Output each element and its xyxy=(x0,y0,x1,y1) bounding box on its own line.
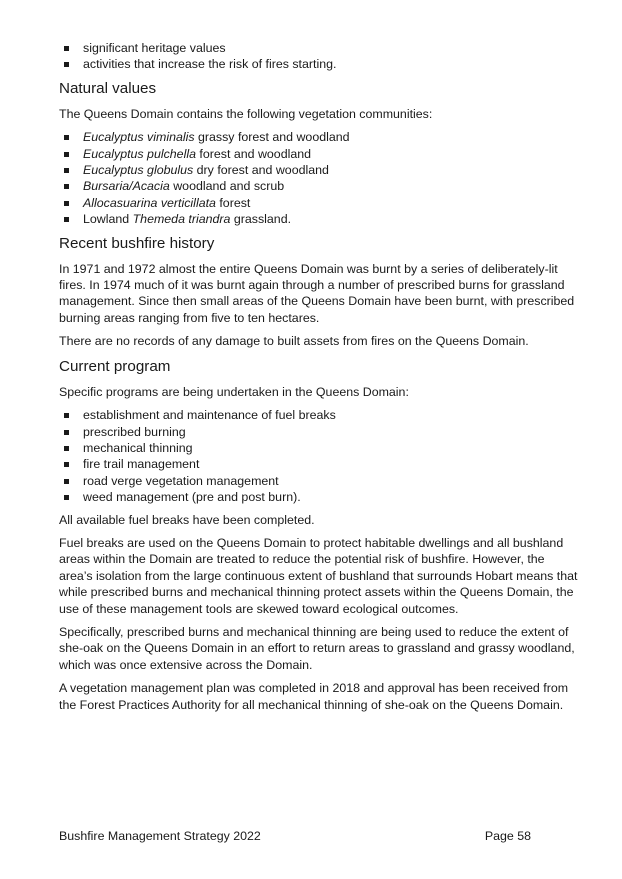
list-item: significant heritage values xyxy=(59,40,581,56)
section-heading-natural-values: Natural values xyxy=(59,79,157,97)
list-item xyxy=(59,146,581,162)
species-name: Eucalyptus viminalis xyxy=(83,130,195,145)
item-text: grassland. xyxy=(230,212,292,227)
paragraph: All available fuel breaks have been completed. xyxy=(59,512,315,527)
section-heading-bushfire-history: Recent bushfire history xyxy=(59,234,215,252)
species-name: Bursaria/Acacia xyxy=(83,179,170,194)
list-item xyxy=(59,178,581,194)
species-name: Eucalyptus pulchella xyxy=(83,146,196,161)
item-text: dry forest and woodland xyxy=(193,163,329,178)
item-text: grassy forest and woodland xyxy=(194,130,350,145)
species-name: Allocasuarina verticillata xyxy=(83,195,216,210)
document-page xyxy=(59,40,581,720)
list-item: weed management (pre and post burn). xyxy=(59,489,581,505)
item-text: Lowland xyxy=(83,212,133,227)
list-item: fire trail management xyxy=(59,456,581,472)
list-item: road verge vegetation management xyxy=(59,473,581,489)
natural-values-intro: The Queens Domain contains the following vegetation communities: xyxy=(59,106,433,121)
footer-document-title: Bushfire Management Strategy 2022 xyxy=(59,829,261,843)
list-item: establishment and maintenance of fuel breaks xyxy=(59,407,581,423)
list-item xyxy=(59,211,581,227)
paragraph: In 1971 and 1972 almost the entire Queens Domain was burnt by a series of deliberately-lit fires. In 1974 much of it was burnt again through a number of prescribed burns for grassland management. Since then small areas of the Queens Domain have been burnt, with prescribed burning areas ranging from five to ten hectares. xyxy=(59,261,575,325)
section-heading-current-program: Current program xyxy=(59,357,171,375)
program-list xyxy=(59,407,581,505)
species-name: Eucalyptus globulus xyxy=(83,163,194,178)
paragraph: A vegetation management plan was completed in 2018 and approval has been received from the Forest Practices Authority for all mechanical thinning of she-oak on the Queens Domain. xyxy=(59,681,569,712)
item-text: forest and woodland xyxy=(195,146,312,161)
paragraph: There are no records of any damage to built assets from fires on the Queens Domain. xyxy=(59,334,529,349)
item-text: forest xyxy=(215,195,251,210)
list-item xyxy=(59,162,581,178)
list-item: prescribed burning xyxy=(59,424,581,440)
vegetation-list xyxy=(59,129,581,227)
paragraph: Specifically, prescribed burns and mechanical thinning are being used to reduce the extent of she-oak on the Queens Domain in an effort to return areas to grassland and grassy woodland, which was once extensive across the Domain. xyxy=(59,624,575,672)
item-text: woodland and scrub xyxy=(169,179,285,194)
species-name: Themeda triandra xyxy=(132,212,231,227)
current-program-intro: Specific programs are being undertaken in the Queens Domain: xyxy=(59,384,409,399)
list-item xyxy=(59,195,581,211)
list-item: mechanical thinning xyxy=(59,440,581,456)
intro-bullet-list xyxy=(59,40,581,73)
list-item: activities that increase the risk of fires starting. xyxy=(59,56,581,72)
list-item xyxy=(59,129,581,145)
footer-page-number: Page 58 xyxy=(484,829,531,843)
paragraph: Fuel breaks are used on the Queens Domain to protect habitable dwellings and all bushland areas within the Domain are treated to reduce the potential risk of bushfire. However, the area’s isolation from the large continuous extent of bushland that surrounds Hobart means that while prescribed burns and mechanical thinning protect assets within the Queens Domain, the use of these management tools are skewed toward ecological outcomes. xyxy=(59,535,578,616)
